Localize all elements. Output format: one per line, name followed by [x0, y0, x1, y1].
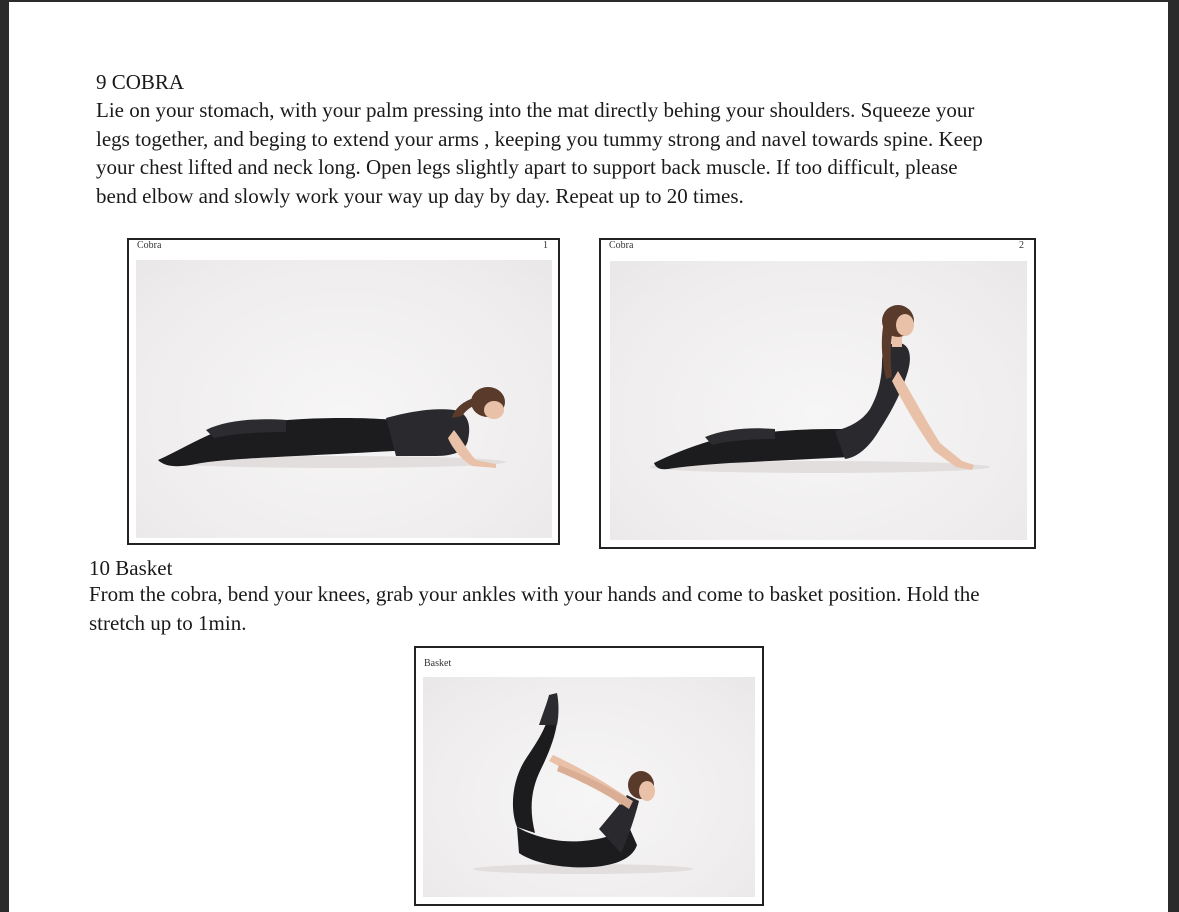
woman-bow-pose-photo — [423, 677, 755, 897]
figure-caption: Cobra — [609, 240, 634, 251]
woman-lying-prone-photo — [136, 260, 552, 538]
figure-number: 1 — [543, 240, 548, 251]
figure-number: 2 — [1019, 240, 1024, 251]
section-text-basket: From the cobra, bend your knees, grab your ankles with your hands and come to basket position. Hold the stretch up to 1min. — [89, 582, 980, 635]
document-page — [9, 2, 1168, 912]
figure-cobra-2 — [599, 238, 1036, 549]
figure-caption: Cobra — [137, 240, 162, 251]
section-text-cobra: Lie on your stomach, with your palm pressing into the mat directly behing your shoulders. Squeeze your legs together, and beging to extend your arms , keeping you tummy strong and navel towards spine. Keep your chest lifted and neck long. Open legs slightly apart to support back muscle. If too difficult, please bend elbow and slowly work your way up day by day. Repeat up to 20 times. — [96, 98, 983, 208]
section-title-cobra: 9 COBRA — [96, 70, 185, 94]
figure-basket — [414, 646, 764, 906]
prone-figure-illustration — [136, 260, 552, 538]
woman-cobra-pose-photo — [610, 261, 1027, 540]
figure-caption: Basket — [424, 658, 452, 669]
section-title-basket: 10 Basket — [89, 556, 173, 580]
bow-figure-illustration — [423, 677, 755, 897]
figure-cobra-1 — [127, 238, 560, 545]
cobra-figure-illustration — [610, 261, 1027, 540]
